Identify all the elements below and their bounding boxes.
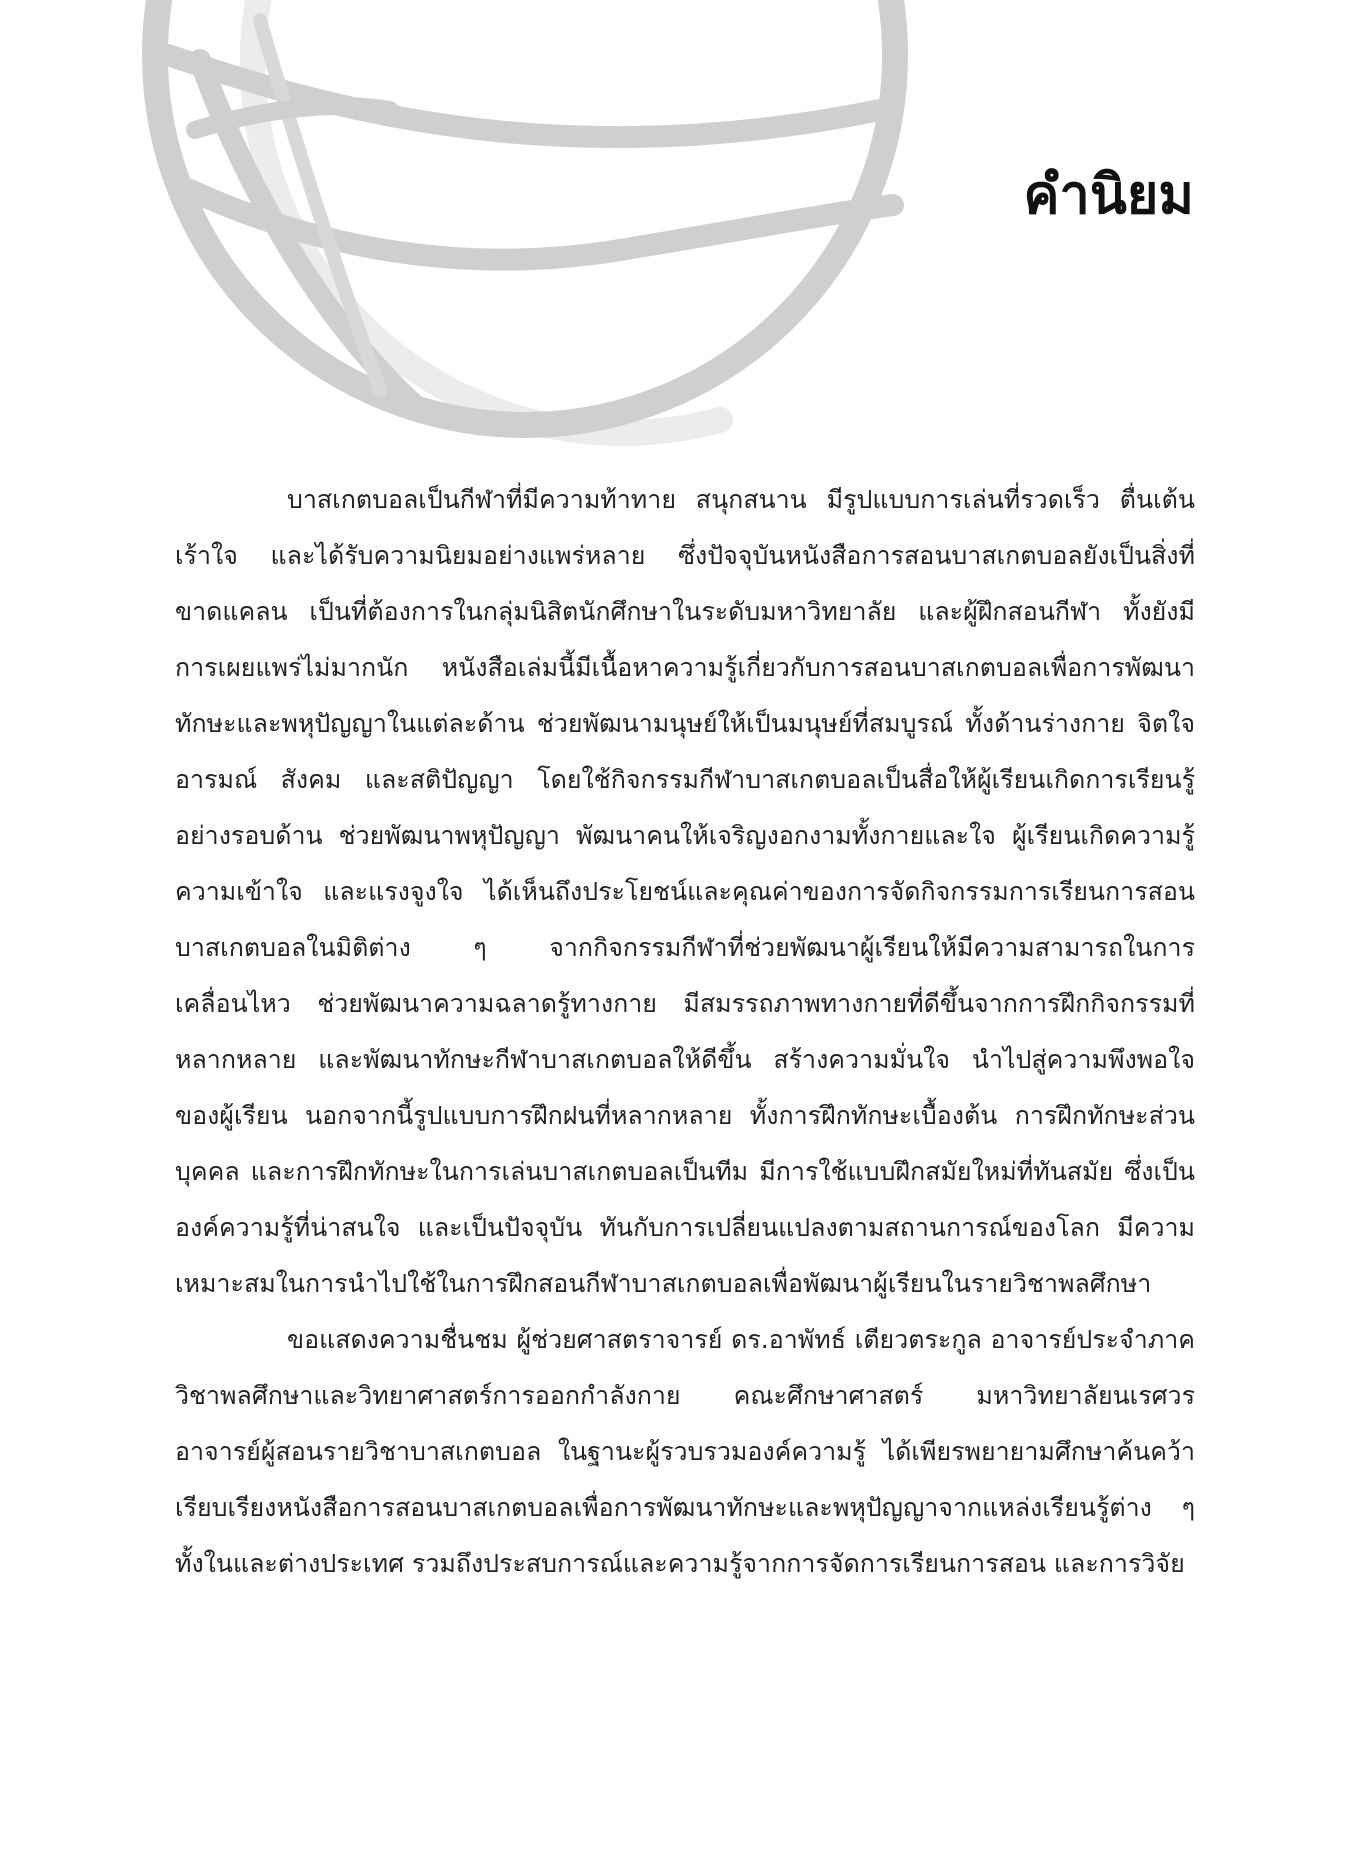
page-title: คำนิยม: [1023, 163, 1194, 226]
foreword-body: [175, 472, 1195, 1592]
paragraph-2: ขอแสดงความชื่นชม ผู้ช่วยศาสตราจารย์ ดร.อาพัทธ์ เตียวตระกูล อาจารย์ประจำภาควิชาพลศึกษาและวิทยาศาสตร์การออกกำลังกาย คณะศึกษาศาสตร์ มหาวิทยาลัยนเรศวร อาจารย์ผู้สอนรายวิชาบาสเกตบอล ในฐานะผู้รวบรวมองค์ความรู้ ได้เพียรพยายามศึกษาค้นคว้าเรียบเรียงหนังสือการสอนบาสเกตบอลเพื่อการพัฒนาทักษะและพหุปัญญาจากแหล่งเรียนรู้ต่าง ๆ ทั้งในและต่างประเทศ รวมถึงประสบการณ์และความรู้จากการจัดการเรียนการสอน และการวิจัย: [175, 1325, 1195, 1578]
basketball-icon: [0, 0, 1362, 460]
paragraph-1: บาสเกตบอลเป็นกีฬาที่มีความท้าทาย สนุกสนาน มีรูปแบบการเล่นที่รวดเร็ว ตื่นเต้นเร้าใจ และได้รับความนิยมอย่างแพร่หลาย ซึ่งปัจจุบันหนังสือการสอนบาสเกตบอลยังเป็นสิ่งที่ขาดแคลน เป็นที่ต้องการในกลุ่มนิสิตนักศึกษาในระดับมหาวิทยาลัย และผู้ฝึกสอนกีฬา ทั้งยังมีการเผยแพร่ไม่มากนัก หนังสือเล่มนี้มีเนื้อหาความรู้เกี่ยวกับการสอนบาสเกตบอลเพื่อการพัฒนาทักษะและพหุปัญญาในแต่ละด้าน ช่วยพัฒนามนุษย์ให้เป็นมนุษย์ที่สมบูรณ์ ทั้งด้านร่างกาย จิตใจ อารมณ์ สังคม และสติปัญญา โดยใช้กิจกรรมกีฬาบาสเกตบอลเป็นสื่อให้ผู้เรียนเกิดการเรียนรู้อย่างรอบด้าน ช่วยพัฒนาพหุปัญญา พัฒนาคนให้เจริญงอกงามทั้งกายและใจ ผู้เรียนเกิดความรู้ความเข้าใจ และแรงจูงใจ ได้เห็นถึงประโยชน์และคุณค่าของการจัดกิจกรรมการเรียนการสอนบาสเกตบอลในมิติต่าง ๆ จากกิจกรรมกีฬาที่ช่วยพัฒนาผู้เรียนให้มีความสามารถในการเคลื่อนไหว ช่วยพัฒนาความฉลาดรู้ทางกาย มีสมรรถภาพทางกายที่ดีขึ้นจากการฝึกกิจกรรมที่หลากหลาย และพัฒนาทักษะกีฬาบาสเกตบอลให้ดีขึ้น สร้างความมั่นใจ นำไปสู่ความพึงพอใจของผู้เรียน นอกจากนี้รูปแบบการฝึกฝนที่หลากหลาย ทั้งการฝึกทักษะเบื้องต้น การฝึกทักษะส่วนบุคคล และการฝึกทักษะในการเล่นบาสเกตบอลเป็นทีม มีการใช้แบบฝึกสมัยใหม่ที่ทันสมัย ซึ่งเป็นองค์ความรู้ที่น่าสนใจ และเป็นปัจจุบัน ทันกับการเปลี่ยนแปลงตามสถานการณ์ของโลก มีความเหมาะสมในการนำไปใช้ในการฝึกสอนกีฬาบาสเกตบอลเพื่อพัฒนาผู้เรียนในรายวิชาพลศึกษา: [175, 485, 1195, 1298]
